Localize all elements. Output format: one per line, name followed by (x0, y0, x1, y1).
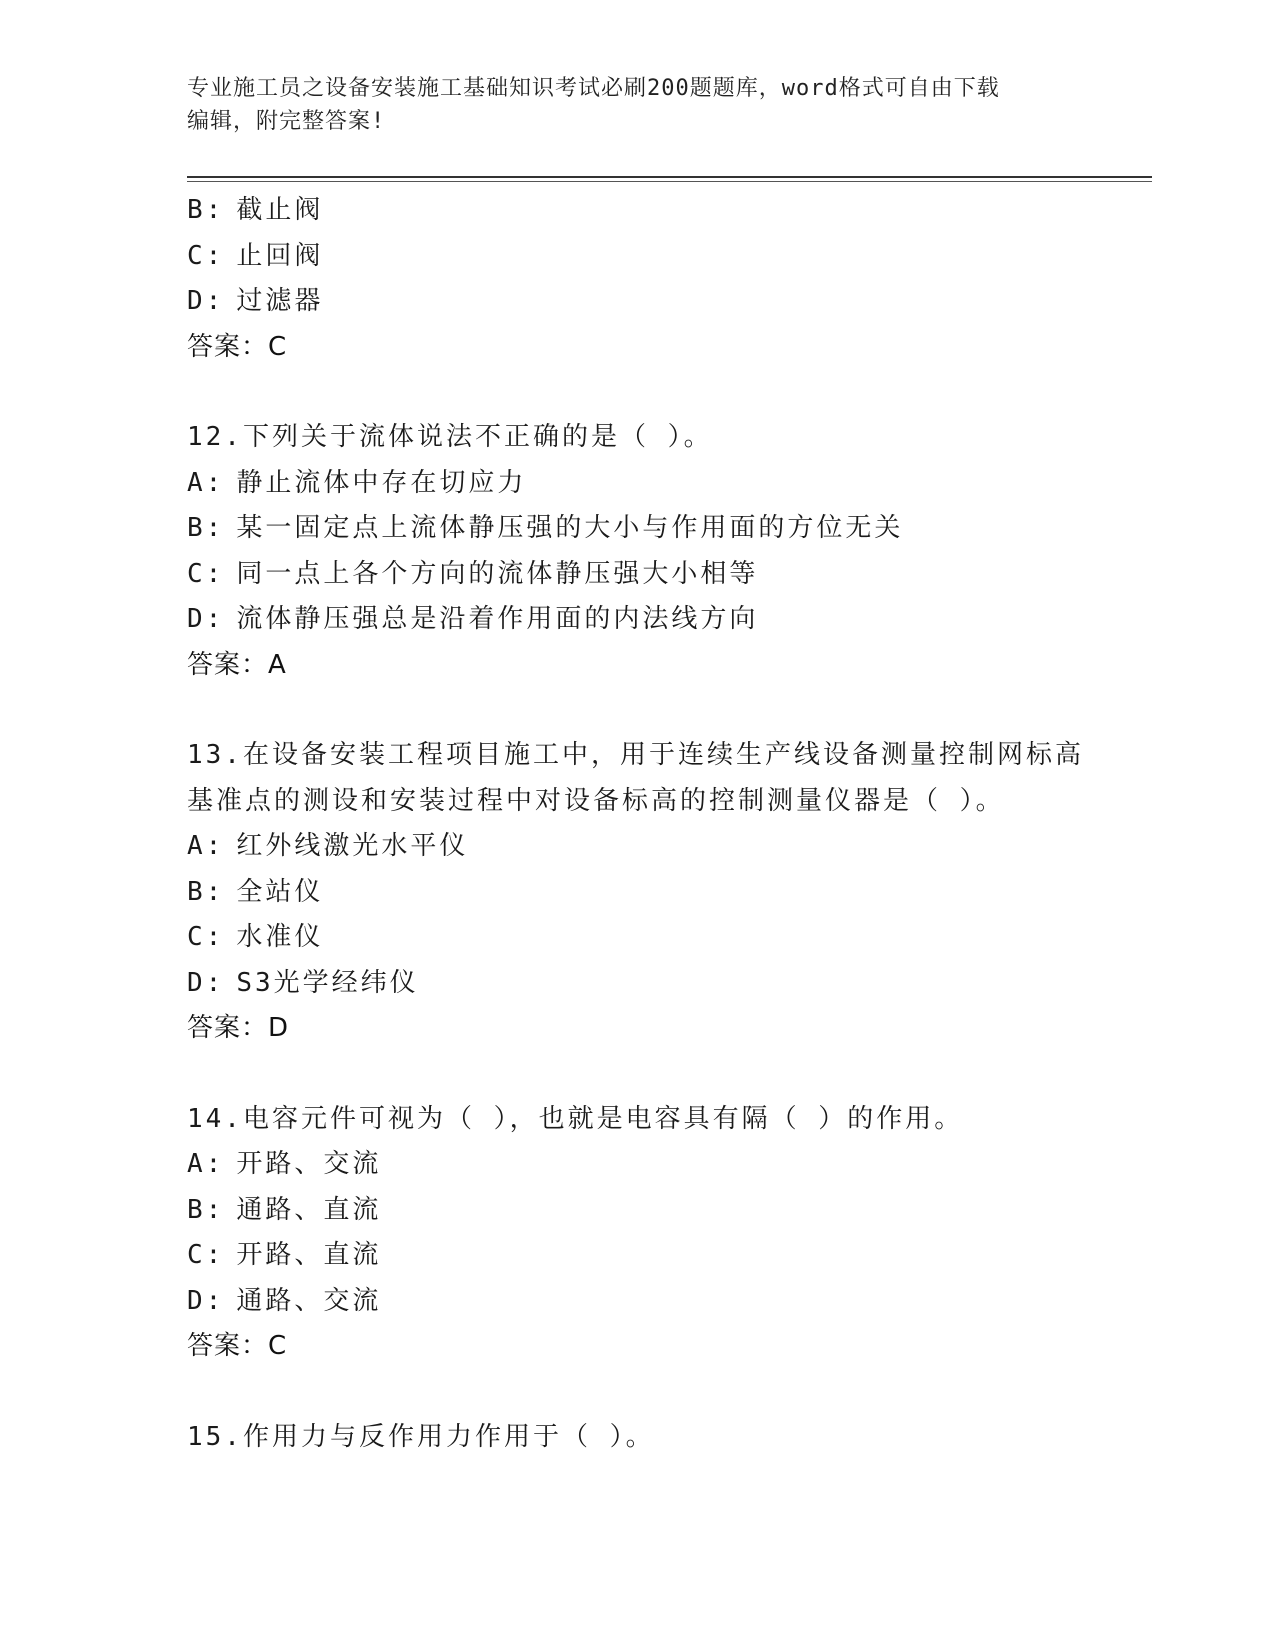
question-12 (187, 415, 1147, 688)
question-11-continued (187, 188, 1147, 370)
option-text: 通路、交流 (236, 1285, 382, 1316)
question-14 (187, 1097, 1147, 1370)
question-text: 14.电容元件可视为（ ），也就是电容具有隔（ ）的作用。 (187, 1103, 964, 1134)
option-label: C: (187, 922, 225, 952)
option-d (187, 597, 1147, 643)
option-b (187, 1188, 1147, 1234)
option-b (187, 506, 1147, 552)
option-label: B: (187, 513, 225, 543)
header-divider-thin (187, 181, 1152, 182)
option-text: 红外线激光水平仪 (236, 831, 469, 861)
option-label: C: (187, 1240, 225, 1270)
option-text: 全站仪 (236, 876, 324, 907)
option-c (187, 915, 1147, 961)
question-text: 15.作用力与反作用力作用于（ ）。 (187, 1421, 655, 1452)
option-text: 止回阀 (236, 240, 324, 271)
option-text: 开路、直流 (236, 1240, 382, 1270)
option-a (187, 824, 1147, 870)
option-text: 流体静压强总是沿着作用面的内法线方向 (236, 604, 759, 634)
option-a (187, 461, 1147, 507)
answer-line: 答案：D (187, 1013, 290, 1043)
answer-line: 答案：C (187, 331, 288, 362)
option-label: C: (187, 240, 225, 271)
spacer (187, 1370, 1147, 1415)
answer-line: 答案：C (187, 1331, 288, 1361)
option-label: A: (187, 1149, 225, 1179)
question-text-line-1: 13.在设备安装工程项目施工中，用于连续生产线设备测量控制网标高 (187, 740, 1084, 770)
option-label: B: (187, 195, 225, 225)
option-text: 水准仪 (236, 922, 324, 952)
question-list (187, 188, 1147, 1460)
question-13 (187, 733, 1147, 1052)
option-c (187, 1233, 1147, 1279)
option-text: 静止流体中存在切应力 (236, 467, 527, 498)
question-text: 12.下列关于流体说法不正确的是（ ）。 (187, 422, 713, 452)
spacer (187, 1052, 1147, 1097)
option-text: 过滤器 (236, 286, 324, 316)
option-text: S3光学经纬仪 (236, 967, 419, 998)
option-label: D: (187, 604, 225, 634)
option-label: B: (187, 876, 225, 907)
option-text: 开路、交流 (236, 1149, 382, 1179)
option-c (187, 234, 1147, 280)
document-header (187, 72, 1087, 138)
question-text-line-2: 基准点的测设和安装过程中对设备标高的控制测量仪器是（ ）。 (187, 785, 1005, 816)
option-label: D: (187, 967, 225, 998)
option-text: 同一点上各个方向的流体静压强大小相等 (236, 558, 759, 589)
option-b (187, 188, 1147, 234)
option-d (187, 279, 1147, 325)
answer-line: 答案：A (187, 649, 287, 680)
option-d (187, 1279, 1147, 1325)
header-title-line-1: 专业施工员之设备安装施工基础知识考试必刷200题题库，word格式可自由下载 (187, 76, 1000, 101)
option-text: 截止阀 (236, 195, 324, 225)
option-b (187, 870, 1147, 916)
header-divider-thick (187, 176, 1152, 178)
option-label: C: (187, 558, 225, 589)
option-a (187, 1142, 1147, 1188)
option-label: B: (187, 1194, 225, 1225)
option-text: 通路、直流 (236, 1194, 382, 1225)
option-text: 某一固定点上流体静压强的大小与作用面的方位无关 (236, 513, 904, 543)
option-label: D: (187, 286, 225, 316)
option-label: D: (187, 1285, 225, 1316)
spacer (187, 688, 1147, 733)
option-label: A: (187, 831, 225, 861)
option-label: A: (187, 467, 225, 498)
question-15 (187, 1415, 1147, 1461)
option-c (187, 552, 1147, 598)
option-d (187, 961, 1147, 1007)
header-title-line-2: 编辑，附完整答案! (187, 109, 386, 134)
spacer (187, 370, 1147, 415)
